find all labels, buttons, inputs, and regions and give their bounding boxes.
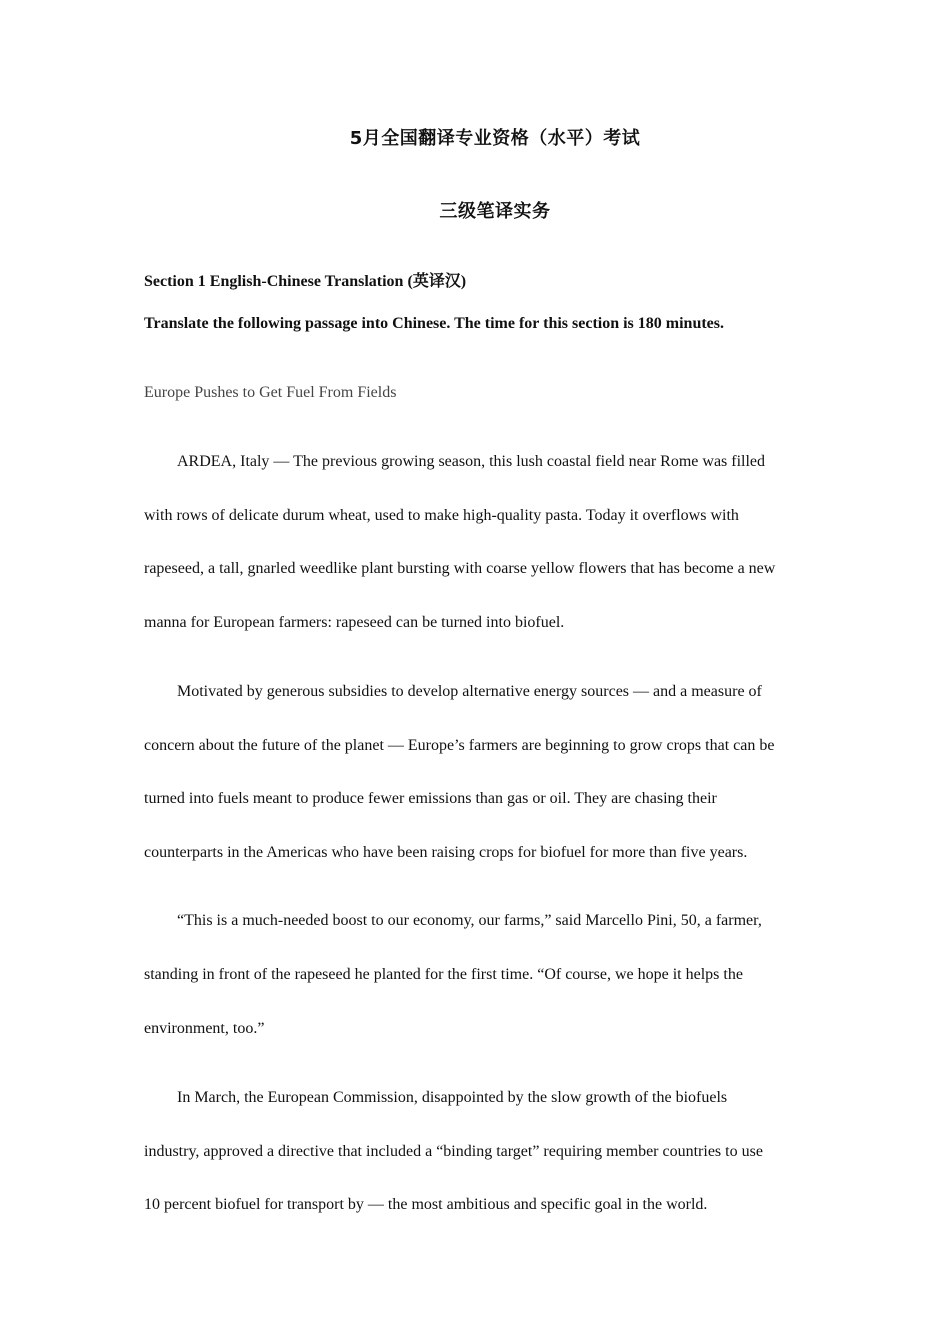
paragraph-line: environment, too.”	[144, 1020, 265, 1037]
exam-subtitle: 三级笔译实务	[439, 201, 551, 222]
paragraph-line: turned into fuels meant to produce fewer emissions than gas or oil. They are chasing their	[144, 790, 717, 807]
section-instruction: Translate the following passage into Chinese. The time for this section is 180 minutes.	[144, 315, 725, 332]
paragraph-line: In March, the European Commission, disappointed by the slow growth of the biofuels	[177, 1089, 728, 1106]
article-title: Europe Pushes to Get Fuel From Fields	[144, 384, 397, 401]
paragraph-line: ARDEA, Italy — The previous growing season, this lush coastal field near Rome was filled	[177, 453, 766, 470]
paragraph-line: rapeseed, a tall, gnarled weedlike plant bursting with coarse yellow flowers that has become a new	[144, 560, 776, 577]
section-heading: Section 1 English-Chinese Translation (英译汉)	[144, 273, 467, 290]
paragraph-line: industry, approved a directive that included a “binding target” requiring member countries to use	[144, 1143, 763, 1160]
paragraph-line: standing in front of the rapeseed he planted for the first time. “Of course, we hope it helps the	[144, 966, 743, 983]
paragraph-line: manna for European farmers: rapeseed can be turned into biofuel.	[144, 614, 565, 631]
paragraph-line: concern about the future of the planet — Europe’s farmers are beginning to grow crops that can be	[144, 737, 775, 754]
paragraph-line: Motivated by generous subsidies to develop alternative energy sources — and a measure of	[177, 683, 762, 700]
paragraph-line: 10 percent biofuel for transport by — the most ambitious and specific goal in the world.	[144, 1196, 708, 1213]
paragraph-line: with rows of delicate durum wheat, used to make high-quality pasta. Today it overflows with	[144, 507, 739, 524]
exam-title: 5月全国翻译专业资格（水平）考试	[349, 128, 641, 149]
paragraph-line: “This is a much-needed boost to our economy, our farms,” said Marcello Pini, 50, a farmer,	[177, 912, 762, 929]
paragraph-line: counterparts in the Americas who have been raising crops for biofuel for more than five years.	[144, 844, 748, 861]
